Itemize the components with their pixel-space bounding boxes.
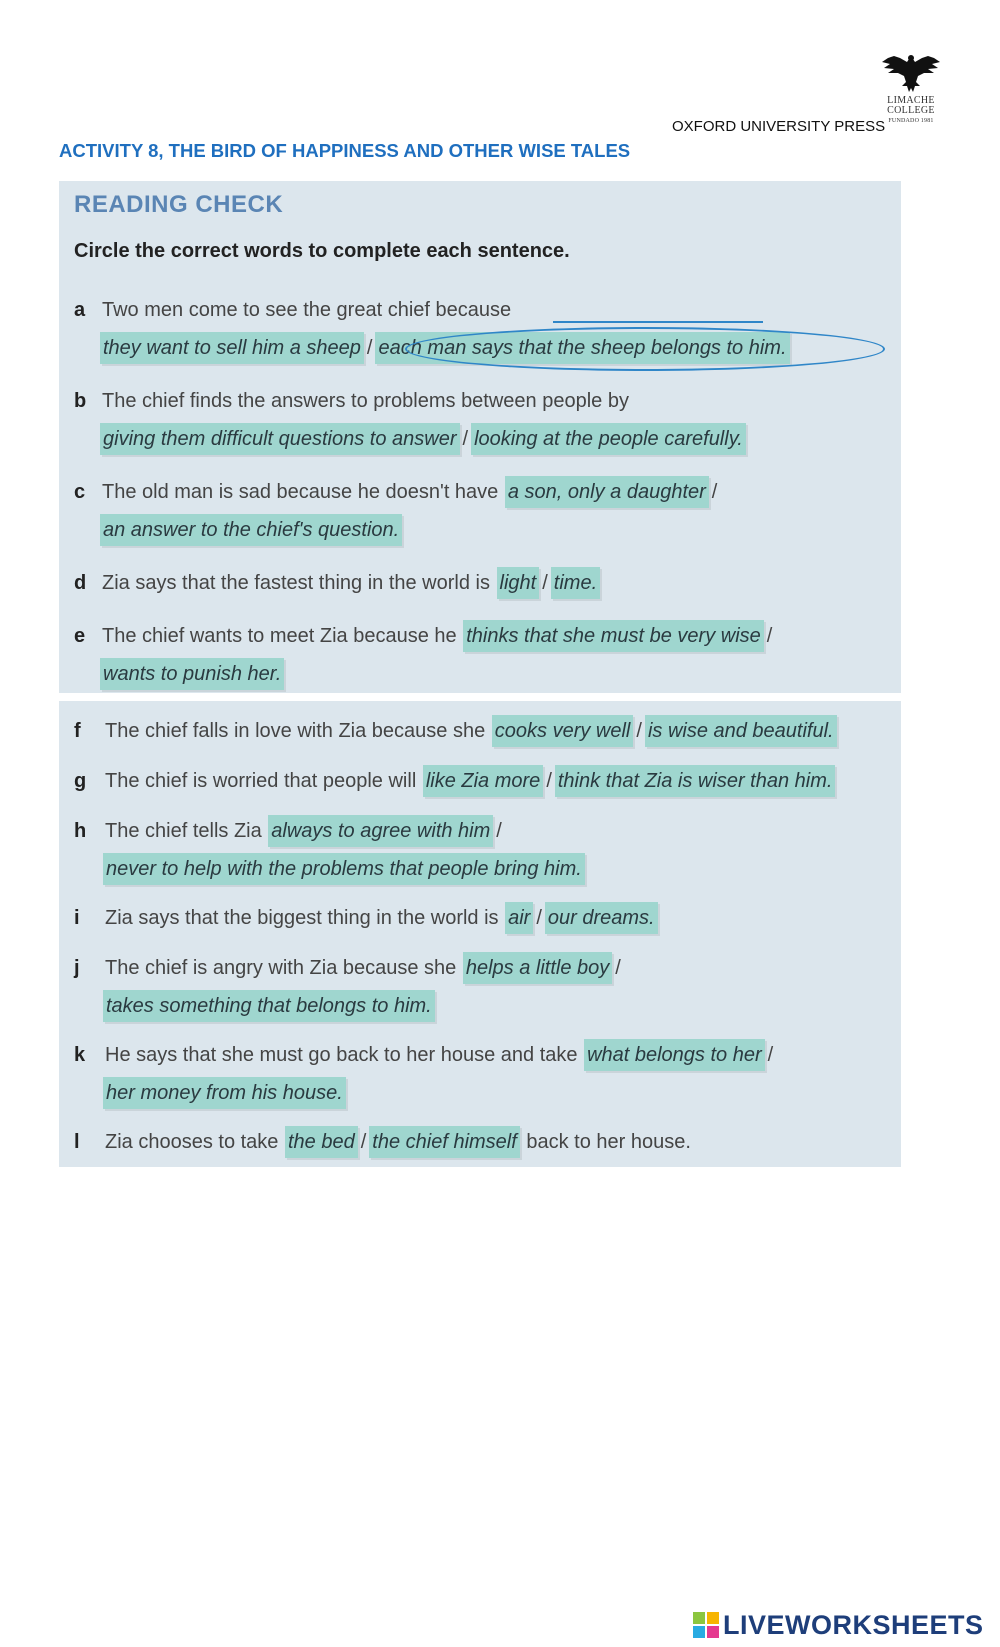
option-k-2[interactable]: her money from his house. [103,1077,346,1109]
option-c-2[interactable]: an answer to the chief's question. [100,514,402,546]
question-stem: He says that she must go back to her house and take [105,1044,578,1066]
question-stem: The chief is angry with Zia because she [105,957,457,979]
activity-title: ACTIVITY 8, THE BIRD OF HAPPINESS AND OTHER WISE TALES [59,140,631,161]
question-stem: Two men come to see the great chief because [102,299,512,321]
option-l-1[interactable]: the bed [285,1126,358,1158]
question-j-line [105,951,623,985]
question-e-options [99,657,285,691]
question-k-options [102,1076,347,1110]
question-letter: k [74,1044,86,1066]
option-separator: / [496,820,502,842]
option-h-1[interactable]: always to agree with him [268,815,493,847]
option-j-2[interactable]: takes something that belongs to him. [103,990,435,1022]
option-separator: / [615,957,621,979]
question-tail: back to her house. [526,1131,691,1153]
option-a-2[interactable]: each man says that the sheep belongs to him. [375,332,789,364]
question-j-options [102,989,436,1023]
option-d-1[interactable]: light [497,567,540,599]
question-g-line [105,764,836,798]
option-h-2[interactable]: never to help with the problems that people bring him. [103,853,585,885]
question-letter: i [74,907,80,929]
question-letter: b [74,390,87,412]
option-f-1[interactable]: cooks very well [492,715,634,747]
option-k-1[interactable]: what belongs to her [584,1039,765,1071]
logo-squares-icon [693,1612,719,1638]
reading-check-instruction: Circle the correct words to complete each sentence. [74,240,570,262]
option-separator: / [462,428,469,450]
question-letter: l [74,1131,80,1153]
option-l-2[interactable]: the chief himself [369,1126,520,1158]
option-separator: / [546,770,552,792]
option-j-1[interactable]: helps a little boy [463,952,612,984]
option-g-1[interactable]: like Zia more [423,765,543,797]
option-e-2[interactable]: wants to punish her. [100,658,284,690]
question-b-options [99,422,747,456]
option-e-1[interactable]: thinks that she must be very wise [463,620,764,652]
question-a-options [99,331,791,365]
question-f-line [105,714,838,748]
question-c-options [99,513,403,547]
option-b-1[interactable]: giving them difficult questions to answer [100,423,460,455]
option-g-2[interactable]: think that Zia is wiser than him. [555,765,836,797]
question-stem: Zia says that the biggest thing in the world is [105,907,499,929]
question-h-options [102,852,586,886]
question-letter: g [74,770,87,792]
option-separator: / [366,337,373,359]
logo-text: LIVEWORKSHEETS [723,1609,984,1640]
question-stem: The chief falls in love with Zia because she [105,720,486,742]
option-separator: / [767,1044,774,1066]
option-a-1[interactable]: they want to sell him a sheep [100,332,364,364]
school-crest [878,52,944,132]
crest-line-3: FUNDADO 1981 [888,118,934,124]
option-f-2[interactable]: is wise and beautiful. [645,715,837,747]
option-separator: / [711,481,718,503]
question-letter: a [74,299,86,321]
option-separator: / [766,625,773,647]
question-letter: e [74,625,86,647]
question-letter: h [74,820,87,842]
question-l-line [105,1125,691,1159]
option-i-1[interactable]: air [505,902,533,934]
question-d-line [102,566,601,600]
option-separator: / [360,1131,367,1153]
question-letter: f [74,720,81,742]
question-stem: Zia chooses to take [105,1131,279,1153]
option-c-1[interactable]: a son, only a daughter [505,476,709,508]
publisher-label: OXFORD UNIVERSITY PRESS [672,118,886,135]
crest-line-2: COLLEGE [887,105,935,116]
option-separator: / [636,720,642,742]
question-i-line [105,901,659,935]
reading-check-heading: READING CHECK [74,191,284,218]
question-letter: d [74,572,87,594]
question-stem: The chief tells Zia [105,820,262,842]
option-separator: / [542,572,548,594]
question-stem: The chief is worried that people will [105,770,417,792]
question-h-line [105,814,504,848]
reading-check-panel-bottom [59,701,901,1167]
eagle-crest-icon [880,52,942,96]
option-b-2[interactable]: looking at the people carefully. [471,423,746,455]
question-stem: The old man is sad because he doesn't have [102,481,499,503]
option-separator: / [536,907,542,929]
question-letter: c [74,481,86,503]
option-d-2[interactable]: time. [551,567,600,599]
liveworksheets-logo[interactable] [693,1608,984,1642]
question-stem: The chief finds the answers to problems between people by [102,390,629,412]
question-e-line [102,619,774,653]
question-letter: j [74,957,80,979]
question-c-line [102,475,719,509]
question-k-line [105,1038,775,1072]
option-i-2[interactable]: our dreams. [545,902,658,934]
header-branding [660,52,960,142]
crest-line-1: LIMACHE [887,95,935,106]
question-stem: The chief wants to meet Zia because he [102,625,457,647]
reading-check-panel-top [59,181,901,693]
question-stem: Zia says that the fastest thing in the world is [102,572,490,594]
